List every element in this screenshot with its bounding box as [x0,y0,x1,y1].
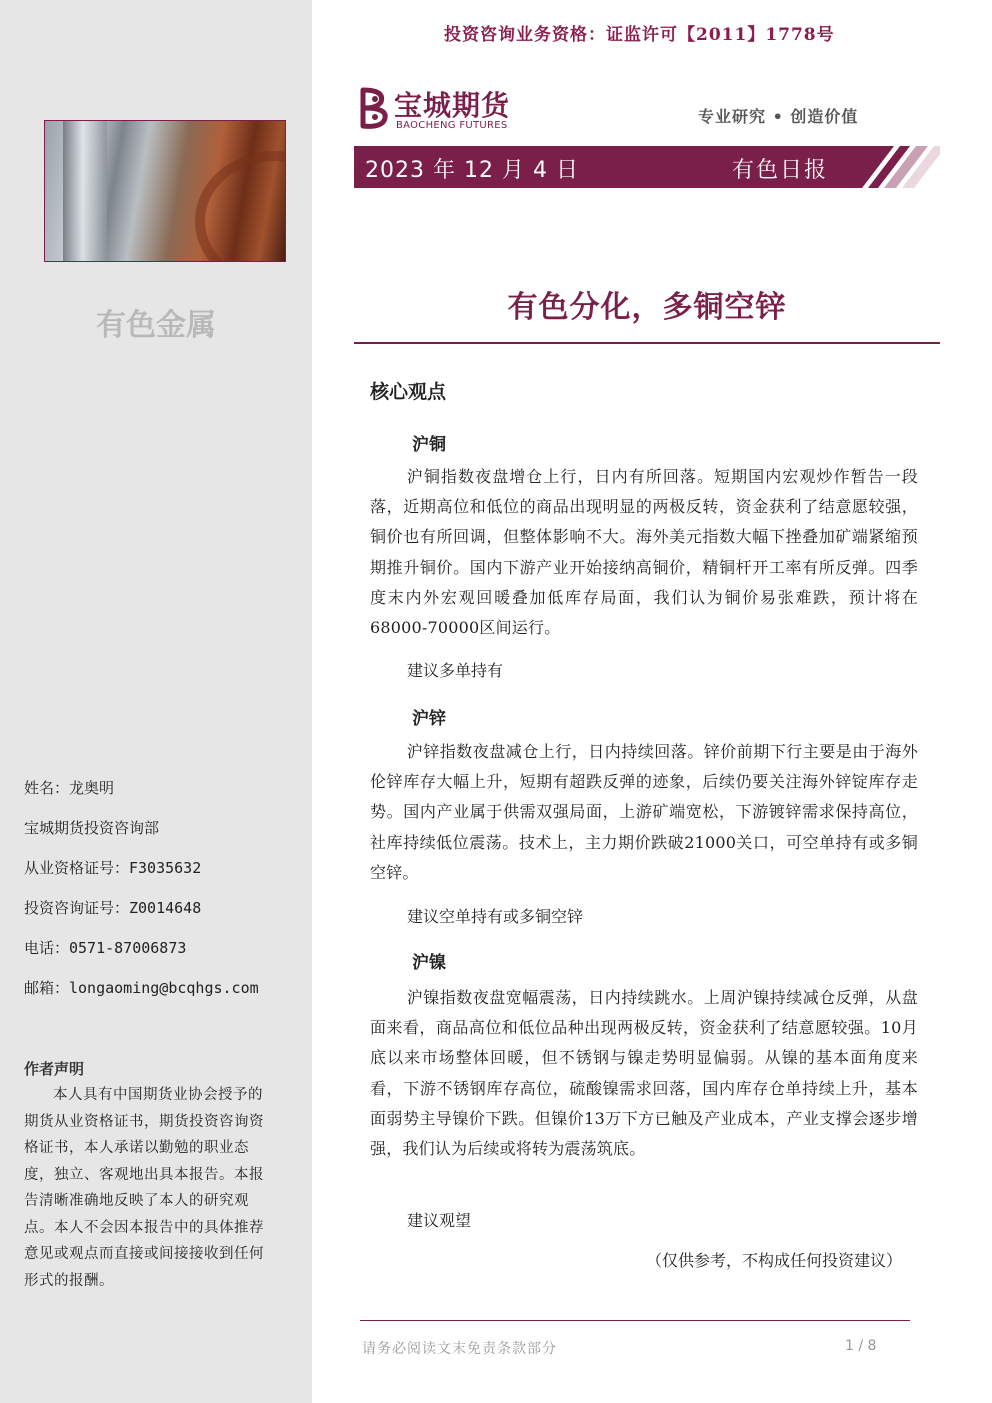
section-heading: 核心观点 [370,381,447,403]
nickel-heading: 沪镍 [412,953,446,973]
nickel-paragraph: 沪镍指数夜盘宽幅震荡，日内持续跳水。上周沪镍持续减仓反弹，从盘面来看，商品高位和低位品种出现两极反转，资金获利了结意愿较强。10月底以来市场整体回暖，但不锈钢与镍走势明显偏弱。从镍的基本面角度来看，下游不锈钢库存高位，硫酸镍需求回落，国内库存仓单持续上升，基本面弱势主导镍价下跌。但镍价13万下方已触及产业成本，产业支撑会逐步增强，我们认为后续或将转为震荡筑底。 [370,988,918,1159]
sector-label: 有色金属 [96,308,216,343]
logo-text-cn: 宝城期货 [394,89,511,122]
declaration-text: 本人具有中国期货业协会授予的期货从业资格证书，期货投资咨询资格证书，本人承诺以勤勉的职业态度，独立、客观地出具本报告。本报告清晰准确地反映了本人的研究观点。本人不会因本报告中的具体推荐意见或观点而直接或间接接收到任何形式的报酬。 [24,1087,264,1289]
footer-notice: 请务必阅读文末免责条款部分 [362,1341,557,1357]
copper-heading: 沪铜 [412,435,446,455]
report-date: 2023 年 12 月 4 日 [365,158,579,183]
baocheng-logo-icon [357,86,391,130]
analyst-department: 宝城期货投资咨询部 [24,819,160,837]
cover-photo [44,120,286,262]
license-line: 投资咨询业务资格：证监许可【2011】1778号 [444,25,835,45]
title-divider [354,342,940,344]
analyst-name: 姓名：龙奥明 [24,779,115,797]
report-title: 有色分化，多铜空锌 [507,290,787,325]
analyst-email[interactable]: 邮箱：longaoming@bcqhgs.com [24,979,259,997]
logo-text-en: BAOCHENG FUTURES [396,120,508,131]
footer-divider [360,1320,910,1321]
photo-copper-coil [195,151,286,262]
zinc-advice: 建议空单持有或多铜空锌 [407,907,584,926]
page-number: 1 / 8 [845,1338,877,1354]
report-type: 有色日报 [732,158,829,183]
investment-disclaimer: （仅供参考，不构成任何投资建议） [646,1251,903,1270]
consulting-license: 投资咨询证号：Z0014648 [24,899,202,917]
copper-paragraph: 沪铜指数夜盘增仓上行，日内有所回落。短期国内宏观炒作暂告一段落，近期高位和低位的商品出现明显的两极反转，资金获利了结意愿较强，铜价也有所回调，但整体影响不大。海外美元指数大幅下挫叠加矿端紧缩预期推升铜价。国内下游产业开始接纳高铜价，精铜杆开工率有所反弹。四季度末内外宏观回暖叠加低库存局面，我们认为铜价易张难跌，预计将在68000-70000区间运行。 [370,467,918,638]
analyst-contact [24,778,294,1018]
declaration-title: 作者声明 [24,1060,85,1078]
photo-metal-tube [63,121,107,262]
zinc-heading: 沪锌 [412,709,446,729]
slogan: 专业研究 • 创造价值 [698,107,859,126]
zinc-paragraph: 沪锌指数夜盘减仓上行，日内持续回落。锌价前期下行主要是由于海外伦锌库存大幅上升，短期有超跌反弹的迹象，后续仍要关注海外锌锭库存走势。国内产业属于供需双强局面，上游矿端宽松，下游镀锌需求保持高位，社库持续低位震荡。技术上，主力期价跌破21000关口，可空单持有或多铜空锌。 [370,742,918,882]
analyst-phone: 电话：0571-87006873 [24,939,187,957]
copper-advice: 建议多单持有 [407,661,504,680]
nickel-advice: 建议观望 [407,1211,472,1230]
practice-license: 从业资格证号：F3035632 [24,859,202,877]
